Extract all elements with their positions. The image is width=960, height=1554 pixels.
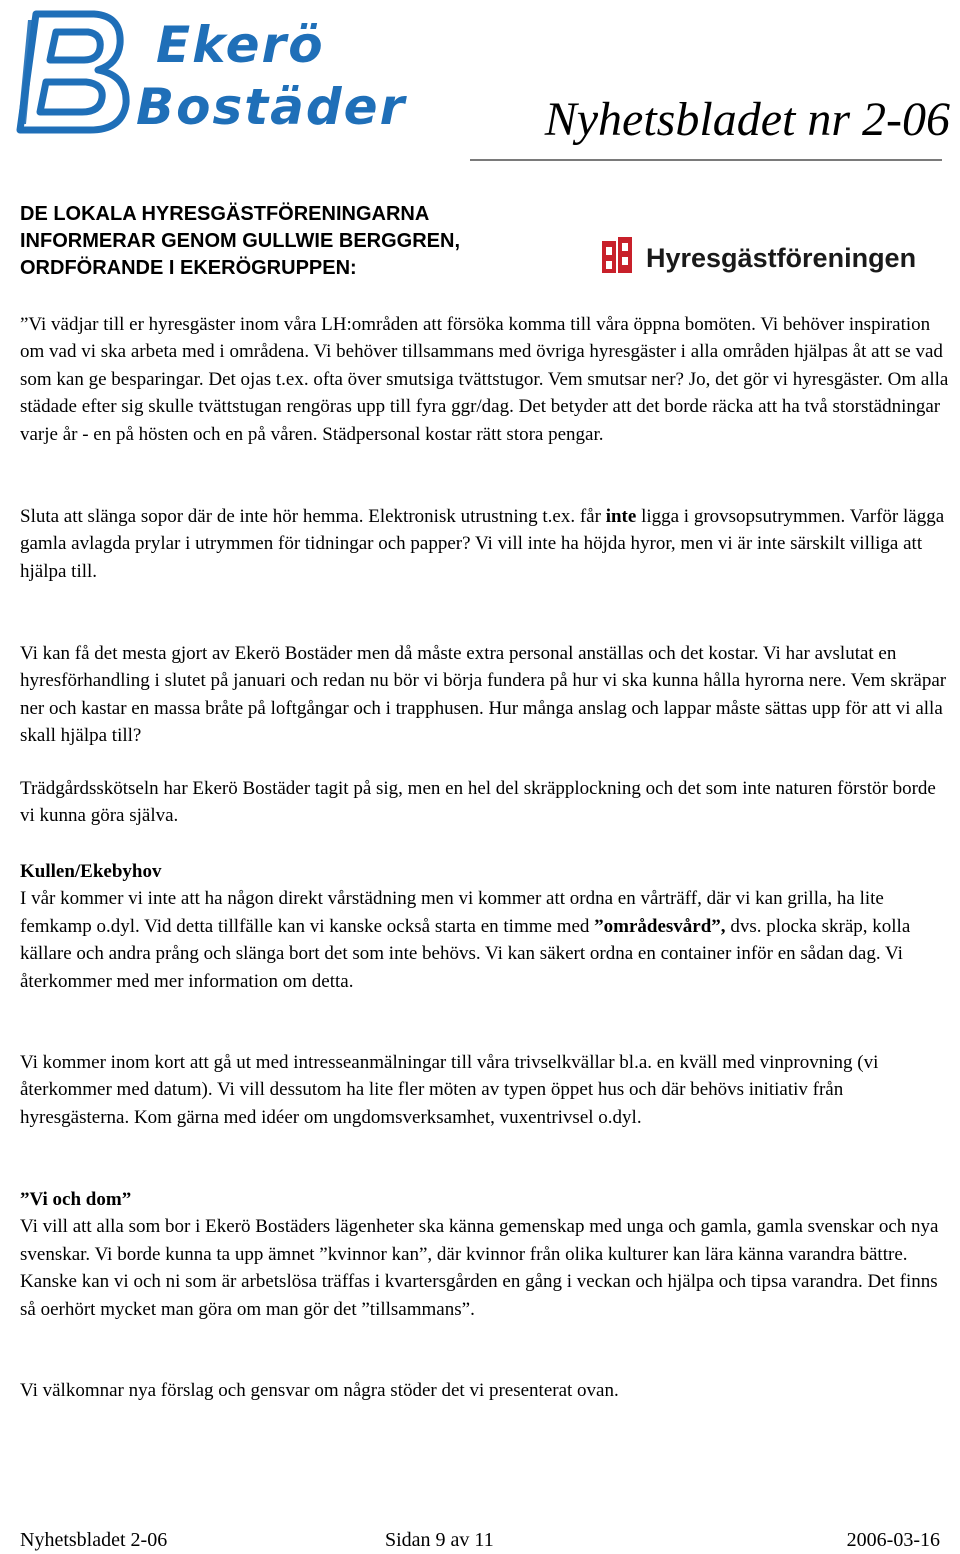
intro-heading-line: ORDFÖRANDE I EKERÖGRUPPEN: [20,257,357,279]
section-heading: ”Vi och dom” [20,1189,132,1210]
header-divider [470,159,942,161]
intro-heading [20,201,580,282]
paragraph-text [20,503,955,585]
paragraph-text: Vi välkomnar nya förslag och gensvar om några stöder det vi presenterat ovan. [20,1380,619,1401]
paragraph-valkomnar [20,1377,955,1404]
paragraph-text: ”Vi vädjar till er hyresgäster inom våra LH:områden att försöka komma till våra öppna bomöten. Vi behöver inspiration om vad vi ska arbeta med i områdena. Vi behöver tillsammans med övriga hyresgäster i alla områden hjälpas åt att se vad som kan ge besparingar. Det ojas t.ex. ofta över smutsiga tvättstugor. Vem smutsar ner? Jo, det gör vi hyresgäster. Om alla städade efter sig skulle tvättstugan rengöras upp till fyra ggr/dag. Det betyder att det borde räcka att ha två storstädningar varje år - en på hösten och en på våren. Städpersonal kostar rätt stora pengar. [20,314,949,445]
paragraph-text: Vi vill att alla som bor i Ekerö Bostäders lägenheter ska känna gemenskap med unga och gamla, gamla svenskar och nya svenskar. Vi borde kunna ta upp ämnet ”kvinnor kan”, där kvinnor från olika kulturer kan lära känna varandra bättre. Kanske kan vi och ni som är arbetslösa träffas i kvartersgården en gång i veckan och hjälpa och tipsa varandra. Det finns så oerhört mycket man göra om man gör det ”tillsammans”. [20,1216,939,1320]
footer-newsletter: Nyhetsbladet 2-06 [20,1529,168,1551]
paragraph-trivsel [20,1049,955,1131]
logo-line-bostader: Bostäder [136,78,407,136]
paragraph-sopor [20,503,955,585]
newsletter-title: Nyhetsbladet nr 2-06 [544,93,950,146]
ekero-bostader-logo [6,6,416,136]
hyresgastforeningen-logo [600,235,920,279]
footer-date: 2006-03-16 [846,1529,940,1551]
intro-heading-line: INFORMERAR GENOM GULLWIE BERGGREN, [20,230,460,252]
hgf-emblem-icon [602,237,632,273]
text-run: ligga i grovsopsutrymmen. Varför lägga gamla avlagda prylar i utrymmen för tidningar och papper? Vi vill inte ha höjda hyror, men vi är inte särskilt villiga att hjälpa till. [20,506,945,582]
paragraph-text [20,885,955,995]
text-run: I vår kommer vi inte att ha någon direkt vårstädning men vi kommer att ordna en vårträff, där vi kan grilla, ha lite femkamp o.dyl. Vid detta tillfälle kan vi kanske också starta en timme med [20,888,884,937]
section-vi-och-dom [20,1186,955,1323]
paragraph-text: Vi kommer inom kort att gå ut med intresseanmälningar till våra trivselkvällar bl.a. en kväll med vinprovning (vi återkommer med datum). Vi vill dessutom ha lite fler möten av typen öppet hus och där behövs initiativ från hyresgästerna. Kom gärna med idéer om ungdomsverksamhet, vuxentrivsel o.dyl. [20,1052,879,1128]
hgf-wordmark: Hyresgästföreningen [646,243,917,273]
emphasis-text: ”områdesvård”, [594,915,726,937]
section-heading: Kullen/Ekebyhov [20,861,162,882]
text-run: dvs. plocka skräp, kolla källare och andra prång och slänga bort det som inte behövs. Vi kan säkert ordna en container inför en sådan dag. Vi återkommer med mer information om detta. [20,915,911,992]
paragraph-text: Vi kan få det mesta gjort av Ekerö Bostäder men då måste extra personal anställas och det kostar. Vi har avslutat en hyresförhandling i slutet på januari och redan nu bör vi börja fundera på hur vi ska kunna hålla hyrorna nere. Vem skräpar ner och kastar en massa bråte på loftgångar och i trapphusen. Hur många anslag och lappar måste sättas upp för att vi alla skall hjälpa till? [20,643,947,747]
section-kullen-ekebyhov [20,858,955,995]
paragraph-bomoten [20,311,955,448]
footer-page-number: Sidan 9 av 11 [385,1529,494,1551]
paragraph-tradgard [20,775,955,830]
eb-b-emblem [20,14,126,130]
page-footer [20,1528,940,1552]
paragraph-text: Trädgårdsskötseln har Ekerö Bostäder tagit på sig, men en hel del skräpplockning och det som inte naturen förstör borde vi kunna göra själva. [20,778,936,827]
emphasis-text: inte [605,506,637,527]
text-run: Sluta att slänga sopor där de inte hör hemma. Elektronisk utrustning t.ex. får [20,506,606,527]
logo-line-ekero: Ekerö [156,16,325,74]
intro-heading-line: DE LOKALA HYRESGÄSTFÖRENINGARNA [20,203,430,225]
paragraph-personal [20,640,955,750]
